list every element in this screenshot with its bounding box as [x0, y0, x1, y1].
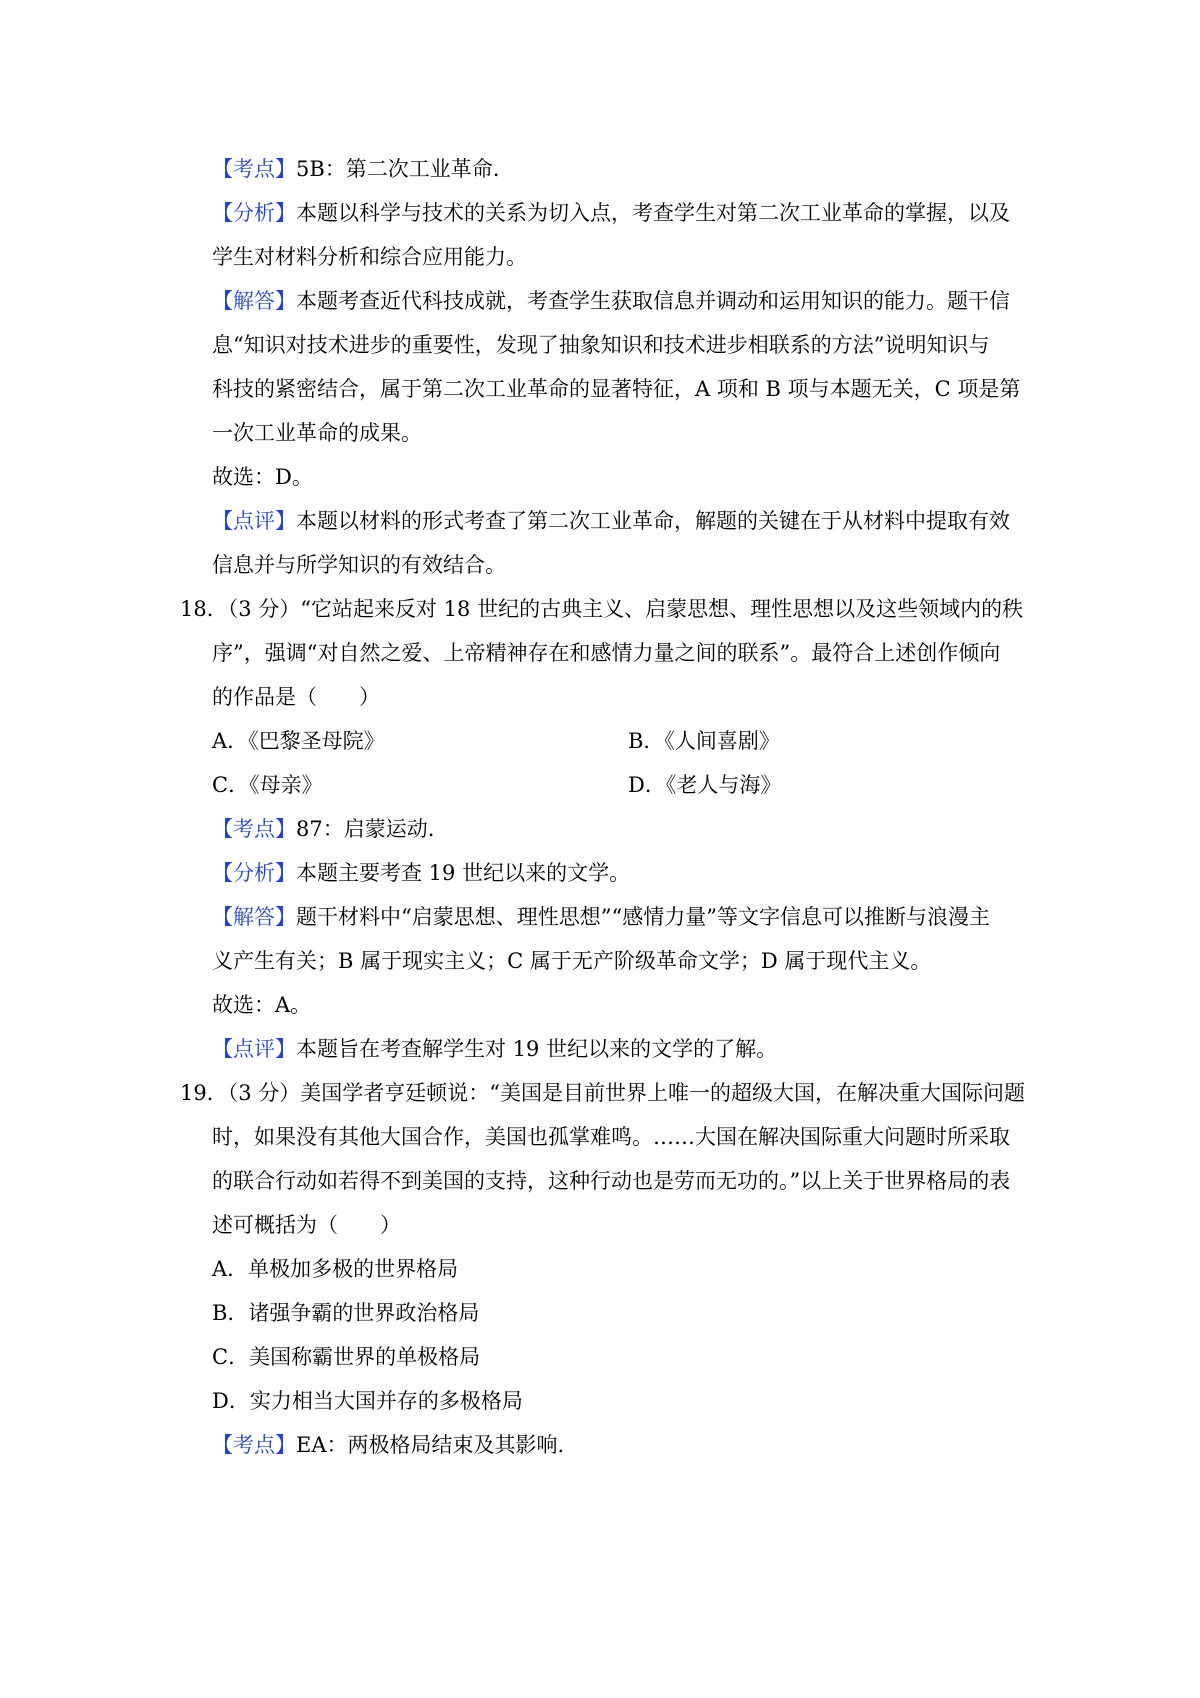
- jieda-tag: 【解答】: [212, 905, 296, 929]
- q18-stem-line2: 序”，强调“对自然之爱、上帝精神存在和感情力量之间的联系”。最符合上述创作倾向: [212, 641, 1001, 665]
- stem-text: （3 分）美国学者亨廷顿说：“美国是目前世界上唯一的超级大国，在解决重大国际问题: [227, 1081, 1026, 1105]
- q17-jieda-line2: 息“知识对技术进步的重要性，发现了抽象知识和技术进步相联系的方法”说明知识与: [212, 333, 990, 357]
- q19-option-c: C．美国称霸世界的单极格局: [212, 1345, 481, 1369]
- dianping-tag: 【点评】: [212, 509, 296, 533]
- q18-answer: 故选：A。: [212, 993, 312, 1017]
- q17-dianping-line2: 信息并与所学知识的有效结合。: [212, 553, 506, 577]
- q18-fenxi: [212, 858, 630, 888]
- q17-fenxi: [212, 198, 1010, 228]
- q18-kaodian: [212, 814, 434, 844]
- q19-option-d: D．实力相当大国并存的多极格局: [212, 1389, 523, 1413]
- fenxi-text: 本题以科学与技术的关系为切入点，考查学生对第二次工业革命的掌握，以及: [296, 201, 1010, 225]
- dianping-text: 本题以材料的形式考查了第二次工业革命，解题的关键在于从材料中提取有效: [296, 509, 1010, 533]
- kaodian-tag: 【考点】: [212, 817, 296, 841]
- kaodian-text: 87：启蒙运动.: [296, 817, 435, 841]
- q17-jieda: [212, 286, 1010, 316]
- kaodian-text: 5B：第二次工业革命.: [296, 157, 500, 181]
- kaodian-tag: 【考点】: [212, 157, 296, 181]
- q19-stem: [180, 1078, 1025, 1108]
- question-number: 18．: [180, 597, 228, 621]
- kaodian-text: EA：两极格局结束及其影响.: [296, 1433, 565, 1457]
- q19-option-b: B．诸强争霸的世界政治格局: [212, 1301, 480, 1325]
- q17-dianping: [212, 506, 1010, 536]
- fenxi-tag: 【分析】: [212, 861, 296, 885]
- fenxi-text: 本题主要考查 19 世纪以来的文学。: [296, 861, 631, 885]
- q17-kaodian: [212, 154, 499, 184]
- q18-option-b: B．《人间喜剧》: [628, 729, 780, 753]
- question-number: 19．: [180, 1081, 228, 1105]
- q19-stem-line3: 的联合行动如若得不到美国的支持，这种行动也是劳而无功的。”以上关于世界格局的表: [212, 1169, 1011, 1193]
- q17-fenxi-line2: 学生对材料分析和综合应用能力。: [212, 245, 527, 269]
- q17-jieda-line4: 一次工业革命的成果。: [212, 421, 422, 445]
- kaodian-tag: 【考点】: [212, 1433, 296, 1457]
- q19-kaodian: [212, 1430, 564, 1460]
- q18-stem: [180, 594, 1023, 624]
- dianping-tag: 【点评】: [212, 1037, 296, 1061]
- jieda-text: 题干材料中“启蒙思想、理性思想”“感情力量”等文字信息可以推断与浪漫主: [296, 905, 990, 929]
- q17-jieda-line3: 科技的紧密结合，属于第二次工业革命的显著特征，A 项和 B 项与本题无关，C 项是第: [212, 377, 1021, 401]
- q18-dianping: [212, 1034, 777, 1064]
- q19-stem-line4: 述可概括为（ ）: [212, 1213, 401, 1237]
- fenxi-tag: 【分析】: [212, 201, 296, 225]
- q18-jieda-line2: 义产生有关；B 属于现实主义；C 属于无产阶级革命文学；D 属于现代主义。: [212, 949, 932, 973]
- jieda-tag: 【解答】: [212, 289, 296, 313]
- q18-jieda: [212, 902, 990, 932]
- q18-option-d: D．《老人与海》: [628, 773, 782, 797]
- q18-stem-line3: 的作品是（ ）: [212, 685, 380, 709]
- q18-option-a: A．《巴黎圣母院》: [212, 729, 385, 753]
- q17-answer: 故选：D。: [212, 465, 313, 489]
- dianping-text: 本题旨在考查解学生对 19 世纪以来的文学的了解。: [296, 1037, 778, 1061]
- stem-text: （3 分）“它站起来反对 18 世纪的古典主义、启蒙思想、理性思想以及这些领域内的秩: [227, 597, 1024, 621]
- q19-option-a: A．单极加多极的世界格局: [212, 1257, 459, 1281]
- q19-stem-line2: 时，如果没有其他大国合作，美国也孤掌难鸣。……大国在解决国际重大问题时所采取: [212, 1125, 1010, 1149]
- q18-option-c: C．《母亲》: [212, 773, 323, 797]
- jieda-text: 本题考查近代科技成就，考查学生获取信息并调动和运用知识的能力。题干信: [296, 289, 1010, 313]
